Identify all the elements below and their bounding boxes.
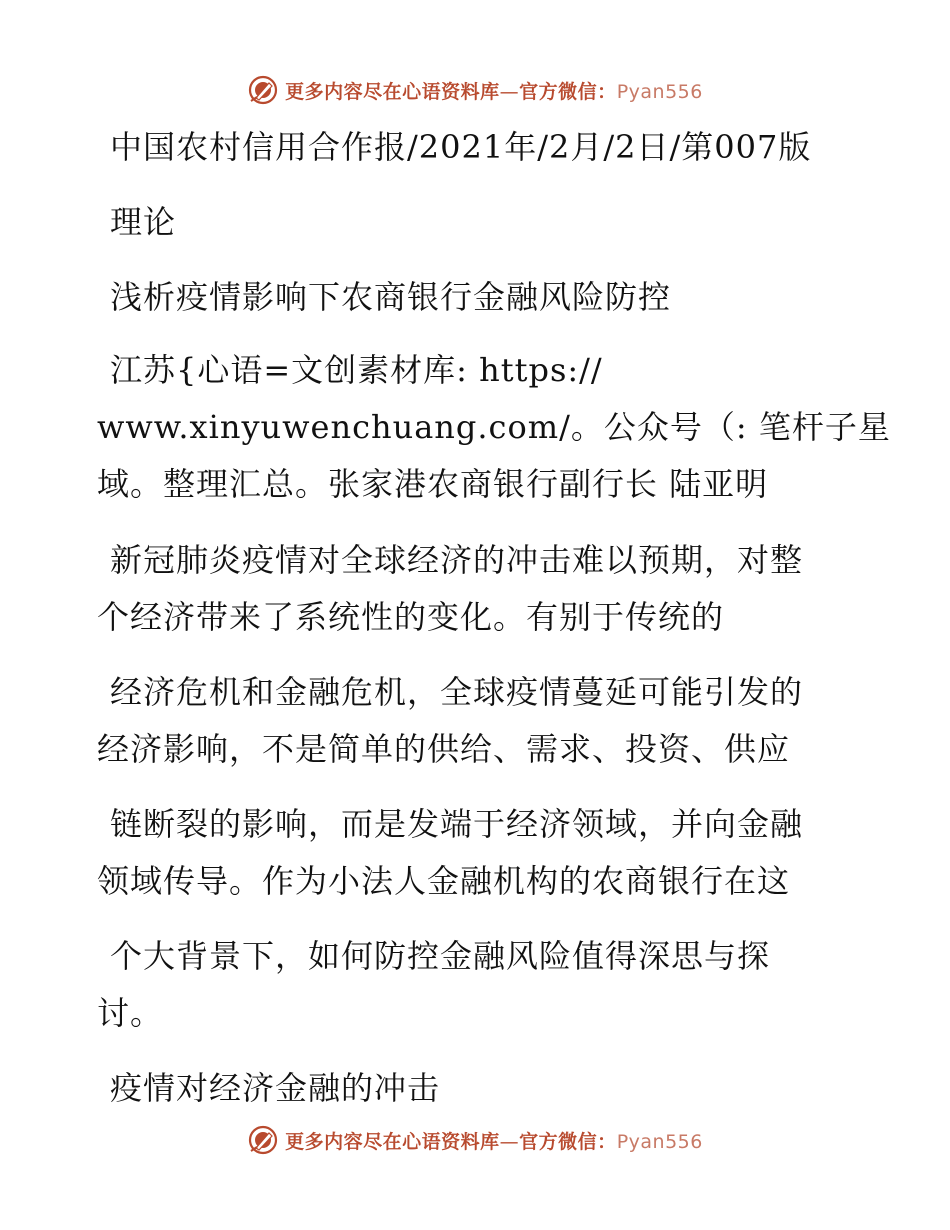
header-banner [0, 70, 950, 110]
banner-label: 官方微信： [519, 80, 617, 103]
byline-line-3: 域。整理汇总。张家港农商银行副行长 陆亚明 [97, 465, 769, 503]
section-heading: 疫情对经济金融的冲击 [110, 1069, 441, 1107]
paragraph-line: 讨。 [97, 994, 164, 1032]
banner-text [285, 1127, 703, 1154]
paragraph-line: 个大背景下，如何防控金融风险值得深思与探 [110, 937, 771, 975]
byline-line-2: www.xinyuwenchuang.com/。公众号（: 笔杆子星 [97, 408, 891, 446]
pen-logo-icon [247, 74, 279, 106]
section-label: 理论 [110, 203, 177, 241]
banner-wechat-id: Pyan556 [616, 80, 703, 103]
byline-line-1: 江苏{心语=文创素材库: https:// [110, 351, 603, 389]
article-title: 浅析疫情影响下农商银行金融风险防控 [110, 278, 672, 316]
paragraph-line: 经济影响，不是简单的供给、需求、投资、供应 [97, 730, 791, 768]
source-line: 中国农村信用合作报/2021年/2月/2日/第007版 [110, 128, 812, 166]
paragraph-line: 个经济带来了系统性的变化。有别于传统的 [97, 598, 725, 636]
banner-slogan: 更多内容尽在心语资料库 [285, 1130, 500, 1153]
banner-label: 官方微信： [519, 1130, 617, 1153]
paragraph-line: 链断裂的影响，而是发端于经济领域，并向金融 [110, 805, 804, 843]
footer-banner [0, 1120, 950, 1160]
banner-dash: — [499, 1130, 520, 1153]
paragraph-line: 经济危机和金融危机，全球疫情蔓延可能引发的 [110, 673, 804, 711]
paragraph-line: 领域传导。作为小法人金融机构的农商银行在这 [97, 862, 791, 900]
pen-logo-icon [247, 1124, 279, 1156]
banner-text [285, 77, 703, 104]
banner-slogan: 更多内容尽在心语资料库 [285, 80, 500, 103]
banner-dash: — [499, 80, 520, 103]
paragraph-line: 新冠肺炎疫情对全球经济的冲击难以预期，对整 [110, 541, 804, 579]
banner-wechat-id: Pyan556 [616, 1130, 703, 1153]
